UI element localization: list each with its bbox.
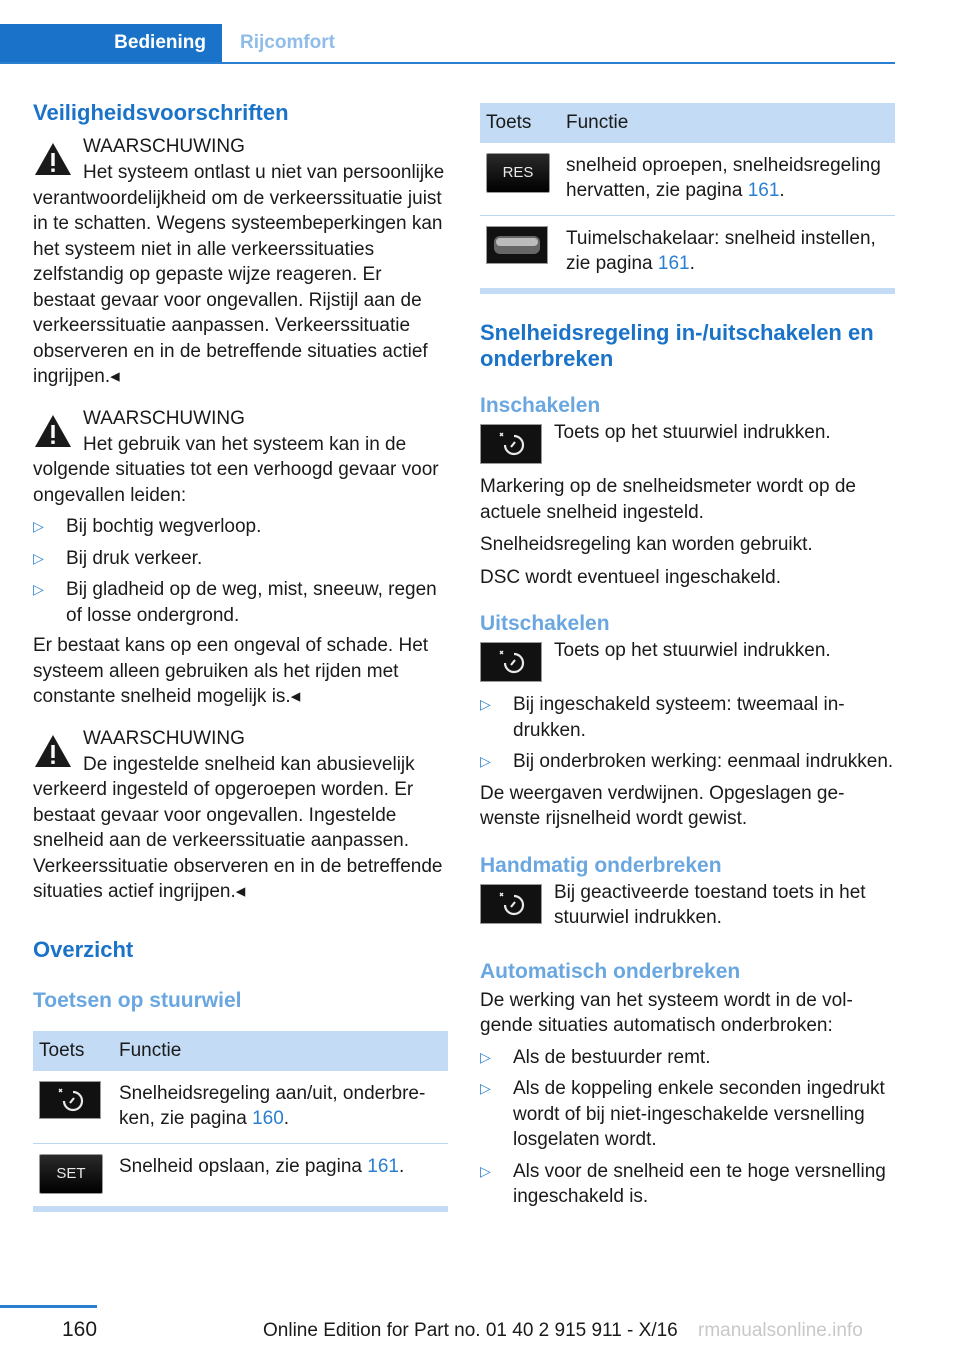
function-cell: snelheid oproepen, snelheidsregeling hervatten, zie pagina 161. (558, 143, 895, 216)
chapter-tabs (0, 24, 895, 64)
list-item: ▷ Als de bestuurder remt. (480, 1045, 895, 1071)
section-heading-overview: Overzicht (33, 936, 134, 962)
subheading-manual: Handmatig onderbreken (480, 853, 722, 877)
warning-text: De ingestelde snelheid kan abusievelijk verkeerd ingesteld of opgeroepen worden. Er bestaat gevaar voor ongevallen. Ingestelde snelheid aan de verkeerssituatie aanpassen. Verkeerssituatie observeren en in de betreffende situaties actief ingrijpen.◂ (33, 753, 443, 902)
triangle-bullet-icon: ▷ (480, 1080, 491, 1096)
triangle-bullet-icon: ▷ (33, 549, 44, 566)
function-cell: Snelheid opslaan, zie pagina 161. (119, 1155, 405, 1177)
function-cell: Snelheidsregeling aan/uit, onderbreken, zie pagina 160. (111, 1071, 448, 1144)
cruise-control-button-icon (480, 424, 542, 464)
cruise-control-button-icon (39, 1081, 101, 1119)
instruction-manual: Bij geactiveerde toestand toets in het stuurwiel indrukken. (480, 880, 895, 936)
situation-list (33, 514, 448, 628)
page-link[interactable]: 161 (747, 180, 780, 201)
paragraph: Markering op de snelheidsmeter wordt op de actuele snelheid ingesteld. (480, 476, 856, 523)
warning-title: WAARSCHUWING (83, 407, 245, 429)
header-key: Toets (480, 103, 558, 143)
right-column (480, 103, 895, 1210)
table-header (33, 1031, 448, 1071)
warning-triangle-icon (33, 412, 73, 450)
triangle-bullet-icon: ▷ (480, 1162, 491, 1179)
header-key: Toets (33, 1031, 111, 1071)
page-link[interactable]: 160 (252, 1107, 284, 1129)
tab-rijcomfort[interactable]: Rijcomfort (240, 32, 335, 53)
warning-title: WAARSCHUWING (83, 136, 245, 157)
auto-list (480, 1045, 895, 1210)
paragraph: Snelheidsregeling kan worden gebruikt. (480, 534, 813, 555)
tab-bediening[interactable]: Bediening (0, 24, 222, 62)
list-item: ▷ Als voor de snelheid een te hoge versnelling ingeschakeld is. (480, 1160, 886, 1207)
function-cell: Tuimelschakelaar: snelheid instellen, zie pagina 161. (566, 228, 876, 274)
triangle-bullet-icon: ▷ (480, 753, 491, 769)
page-link[interactable]: 161 (367, 1155, 399, 1177)
subheading-auto: Automatisch onderbreken (480, 959, 741, 983)
cruise-control-button-icon (480, 642, 542, 682)
warning-block-2 (33, 406, 448, 710)
cruise-control-button-icon (480, 884, 542, 924)
set-button-icon: SET (39, 1154, 103, 1194)
table-row (480, 216, 895, 289)
warning-text: Het systeem ontlast u niet van persoonlijke verantwoordelijkheid om de verkeerssituatie juist in te schatten. Wegens systeembeperkingen kan het systeem niet in alle verkeerssituaties zelfstandig op gepaste wijze reageren. Er bestaat gevaar voor ongevallen. Rijstijl aan de verkeerssituatie aanpassen. Verkeerssituatie observeren en in de betreffende situaties actief ingrijpen.◂ (33, 162, 445, 387)
table-header (480, 103, 895, 143)
paragraph: De werking van het systeem wordt in de volgende situaties automatisch onderbroken: (480, 989, 853, 1036)
instruction-on: Toets op het stuurwiel indrukken. (480, 420, 895, 466)
warning-text: Het gebruik van het systeem kan in de volgende situaties tot een verhoogd gevaar voor ongevallen leiden: (33, 433, 439, 506)
paragraph: DSC wordt eventueel ingeschakeld. (480, 566, 782, 588)
list-item: ▷ Bij ingeschakeld systeem: tweemaal indrukken. (480, 694, 845, 741)
table-end-bar (480, 288, 895, 294)
triangle-bullet-icon: ▷ (480, 696, 491, 712)
header-function: Functie (111, 1031, 448, 1071)
subheading-on: Inschakelen (480, 394, 601, 417)
table-row (33, 1071, 448, 1144)
off-list (480, 692, 895, 775)
table-end-bar (33, 1206, 448, 1212)
warning-triangle-icon (33, 732, 73, 770)
watermark: rmanualsonline.info (698, 1320, 863, 1341)
section-heading-onoff: Snelheidsregeling in-/uitschakelen en onderbreken (480, 320, 874, 371)
list-item: ▷ Als de koppeling enkele seconden ingedrukt wordt of bij niet-ingeschakelde versnelling losgelaten wordt. (480, 1078, 885, 1150)
warning-triangle-icon (33, 140, 73, 178)
triangle-bullet-icon: ▷ (480, 1048, 491, 1065)
header-function: Functie (558, 103, 895, 143)
instruction-off: Toets op het stuurwiel indrukken. (480, 638, 895, 684)
paragraph: De weergaven verdwijnen. Opgeslagen gewenste rijsnelheid wordt gewist. (480, 782, 845, 829)
res-button-icon: RES (486, 153, 550, 193)
subheading-off: Uitschakelen (480, 612, 610, 635)
warning-title: WAARSCHUWING (83, 727, 245, 749)
page-number: 160 (62, 1318, 98, 1341)
page-link[interactable]: 161 (657, 253, 690, 274)
edition-text: Online Edition for Part no. 01 40 2 915 911 - X/16 (263, 1320, 678, 1341)
triangle-bullet-icon: ▷ (33, 581, 44, 597)
keys-table-continued (480, 103, 895, 288)
footer-rule (0, 1305, 97, 1308)
warning-block-3 (33, 726, 448, 905)
list-item: ▷ Bij bochtig wegverloop. (33, 514, 448, 540)
list-item: ▷ Bij onderbroken werking: eenmaal indrukken. (480, 749, 895, 775)
rocker-switch-icon (486, 226, 548, 264)
section-heading-safety: Veiligheidsvoorschriften (33, 100, 289, 125)
warning-text-after: Er bestaat kans op een ongeval of schade. Het systeem alleen gebruiken als het rijden met constante snelheid mogelijk is.◂ (33, 635, 429, 707)
triangle-bullet-icon: ▷ (33, 518, 44, 534)
table-row (480, 143, 895, 216)
warning-block-1 (33, 134, 448, 390)
list-item: ▷ Bij druk verkeer. (33, 546, 448, 572)
left-column (33, 100, 448, 1212)
table-row (33, 1143, 448, 1206)
list-item: ▷ Bij gladheid op de weg, mist, sneeuw, regen of losse ondergrond. (33, 579, 437, 626)
subheading-keys: Toetsen op stuurwiel (33, 988, 242, 1012)
keys-table (33, 1031, 448, 1206)
